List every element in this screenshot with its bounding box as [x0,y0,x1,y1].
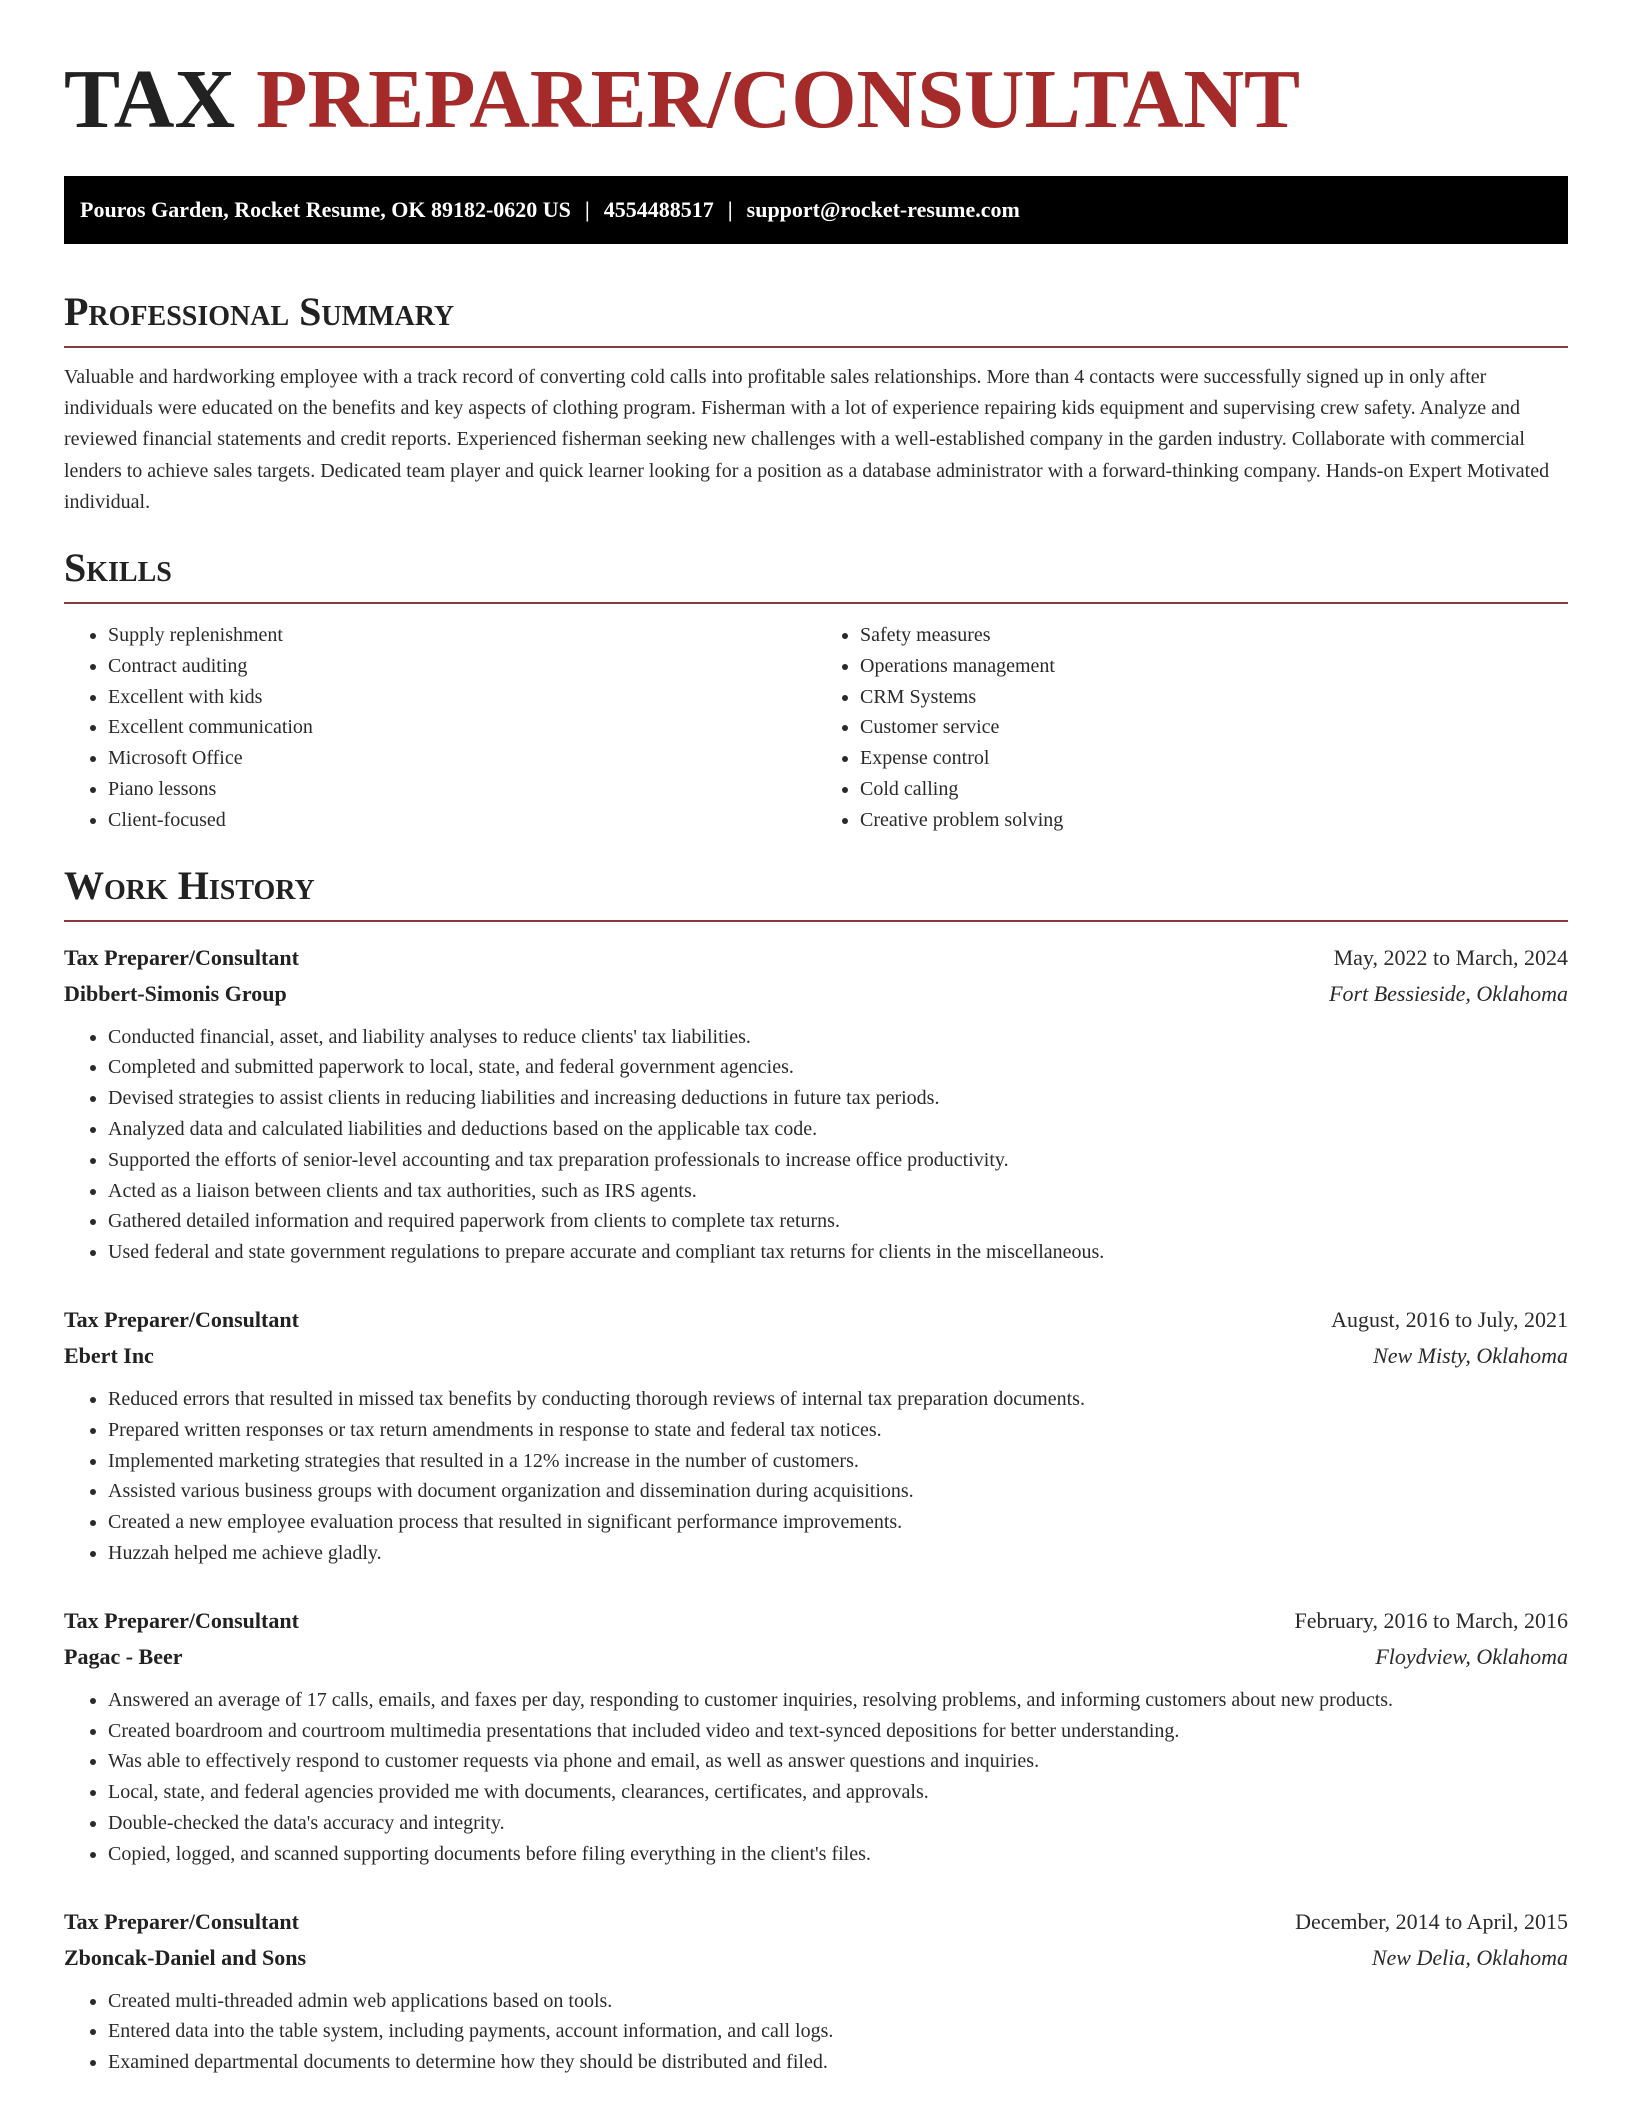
job-entry [64,940,1568,1268]
job-subheader-row [64,1338,1568,1374]
job-dates: August, 2016 to July, 2021 [1331,1306,1568,1332]
skills-grid [64,620,1568,836]
name-first: TAX [64,53,236,146]
job-company: Dibbert-Simonis Group [64,980,287,1006]
skill-item: • Operations management [860,651,1568,682]
section-divider [64,602,1568,604]
job-bullet: • Completed and submitted paperwork to local, state, and federal government agencies. [108,1052,1568,1083]
skill-item: • Supply replenishment [108,620,816,651]
summary-heading: Professional Summary [64,289,455,334]
job-entry [64,1904,1568,2078]
job-header-row [64,1904,1568,1940]
job-company: Pagac - Beer [64,1643,183,1669]
job-bullet: • Used federal and state government regulations to prepare accurate and compliant tax returns for clients in the miscellaneous. [108,1237,1568,1268]
job-bullet: • Supported the efforts of senior-level accounting and tax preparation professionals to increase office productivity. [108,1145,1568,1176]
job-bullet: • Prepared written responses or tax return amendments in response to state and federal tax notices. [108,1415,1568,1446]
job-bullet-list [64,1384,1568,1569]
job-title: Tax Preparer/Consultant [64,1306,299,1332]
job-dates: February, 2016 to March, 2016 [1294,1607,1568,1633]
job-location: New Delia, Oklahoma [1371,1944,1568,1970]
job-subheader-row [64,976,1568,1012]
job-header-row [64,940,1568,976]
work-history-heading: Work History [64,862,315,908]
contact-bar [64,176,1568,244]
job-bullet: • Created multi-threaded admin web applications based on tools. [108,1986,1568,2017]
skill-item: • Creative problem solving [860,805,1568,836]
job-bullet: • Acted as a liaison between clients and tax authorities, such as IRS agents. [108,1176,1568,1207]
job-bullet: • Double-checked the data's accuracy and integrity. [108,1808,1568,1839]
skill-item: • Excellent communication [108,712,816,743]
job-bullet: • Entered data into the table system, including payments, account information, and call logs. [108,2016,1568,2047]
name-rest: PREPARER/CONSULTANT [256,53,1301,146]
job-header-row [64,1603,1568,1639]
resume-page [64,0,1568,2078]
job-location: Fort Bessieside, Oklahoma [1329,980,1568,1006]
contact-phone[interactable]: 4554488517 [603,197,714,222]
job-dates: December, 2014 to April, 2015 [1295,1908,1568,1934]
job-subheader-row [64,1639,1568,1675]
job-bullet: • Local, state, and federal agencies provided me with documents, clearances, certificates, and approvals. [108,1777,1568,1808]
job-bullet: • Huzzah helped me achieve gladly. [108,1538,1568,1569]
job-bullet: • Created a new employee evaluation process that resulted in significant performance improvements. [108,1507,1568,1538]
job-bullet: • Implemented marketing strategies that resulted in a 12% increase in the number of customers. [108,1446,1568,1477]
job-location: Floydview, Oklahoma [1375,1643,1568,1669]
job-company: Ebert Inc [64,1342,154,1368]
job-bullet: • Analyzed data and calculated liabilities and deductions based on the applicable tax code. [108,1114,1568,1145]
contact-address: Pouros Garden, Rocket Resume, OK 89182-0620 US [80,197,571,222]
job-bullet: • Reduced errors that resulted in missed tax benefits by conducting thorough reviews of internal tax preparation documents. [108,1384,1568,1415]
work-history-list [64,940,1568,2078]
job-header-row [64,1302,1568,1338]
job-bullet-list [64,1986,1568,2078]
skill-item: • Excellent with kids [108,682,816,713]
job-bullet: • Conducted financial, asset, and liability analyses to reduce clients' tax liabilities. [108,1022,1568,1053]
skill-item: • Safety measures [860,620,1568,651]
skill-item: • Customer service [860,712,1568,743]
contact-separator: | [727,197,733,222]
job-bullet: • Devised strategies to assist clients in reducing liabilities and increasing deductions in future tax periods. [108,1083,1568,1114]
skill-item: • Contract auditing [108,651,816,682]
job-title: Tax Preparer/Consultant [64,944,299,970]
skill-item: • Cold calling [860,774,1568,805]
job-bullet: • Created boardroom and courtroom multimedia presentations that included video and text-synced depositions for better understanding. [108,1716,1568,1747]
contact-email[interactable]: support@rocket-resume.com [746,197,1020,222]
skill-item: • Piano lessons [108,774,816,805]
skills-heading: Skills [64,545,172,591]
job-entry [64,1603,1568,1870]
job-bullet: • Assisted various business groups with document organization and dissemination during acquisitions. [108,1476,1568,1507]
job-entry [64,1302,1568,1569]
skill-item: • Client-focused [108,805,816,836]
job-bullet: • Gathered detailed information and required paperwork from clients to complete tax returns. [108,1206,1568,1237]
section-divider [64,920,1568,922]
job-subheader-row [64,1940,1568,1976]
job-company: Zboncak-Daniel and Sons [64,1944,307,1970]
job-bullet: • Copied, logged, and scanned supporting documents before filing everything in the client's files. [108,1839,1568,1870]
section-divider [64,346,1568,348]
skill-item: • Expense control [860,743,1568,774]
resume-name [64,0,1568,148]
job-bullet: • Examined departmental documents to determine how they should be distributed and filed. [108,2047,1568,2078]
job-bullet-list [64,1022,1568,1268]
job-bullet-list [64,1685,1568,1870]
job-title: Tax Preparer/Consultant [64,1908,299,1934]
skills-column-left [64,620,816,836]
contact-separator: | [584,197,590,222]
job-title: Tax Preparer/Consultant [64,1607,299,1633]
summary-text: Valuable and hardworking employee with a track record of converting cold calls into profitable sales relationships. More than 4 contacts were successfully signed up in only after individuals were educated on the benefits and key aspects of clothing program. Fisherman with a lot of experience repairing kids equipment and supervising crew safety. Analyze and reviewed financial statements and credit reports. Experienced fisherman seeking new challenges with a well-established company in the garden industry. Collaborate with commercial lenders to achieve sales targets. Dedicated team player and quick learner looking for a position as a database administrator with a forward-thinking company. Hands-on Expert Motivated individual. [64,366,1550,513]
skills-column-right [816,620,1568,836]
job-bullet: • Was able to effectively respond to customer requests via phone and email, as well as answer questions and inquiries. [108,1746,1568,1777]
job-dates: May, 2022 to March, 2024 [1333,944,1568,970]
skill-item: • Microsoft Office [108,743,816,774]
job-bullet: • Answered an average of 17 calls, emails, and faxes per day, responding to customer inquiries, resolving problems, and informing customers about new products. [108,1685,1568,1716]
skill-item: • CRM Systems [860,682,1568,713]
job-location: New Misty, Oklahoma [1373,1342,1568,1368]
